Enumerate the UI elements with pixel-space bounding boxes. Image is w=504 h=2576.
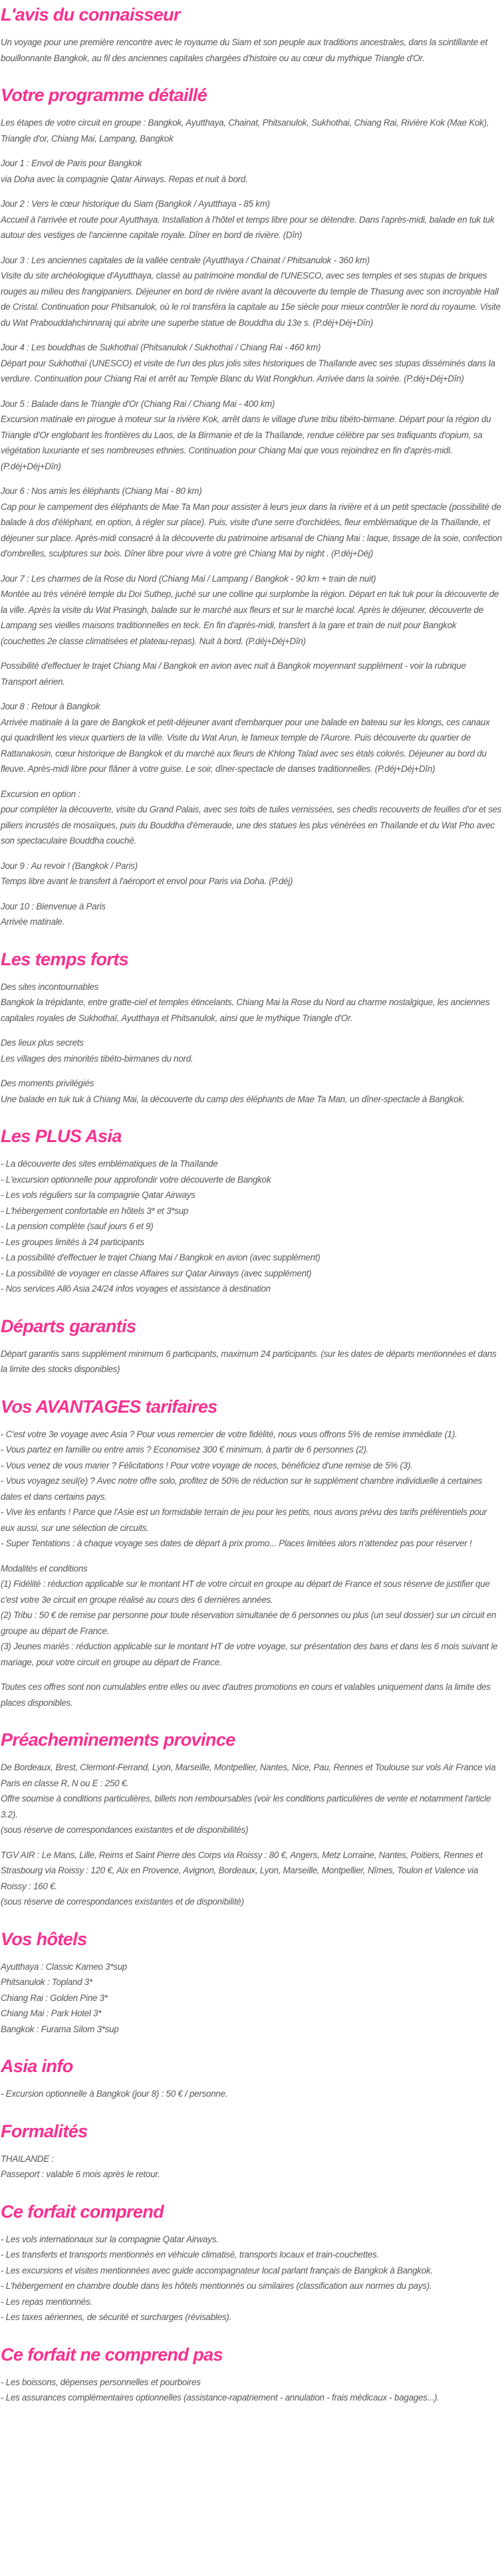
section-heading: Vos AVANTAGES tarifaires xyxy=(1,1396,217,1417)
paragraph xyxy=(1,1847,502,1910)
paragraph xyxy=(1,786,502,849)
paragraph-line: Une balade en tuk tuk à Chiang Mai, la découverte du camp des éléphants de Mae Ta Man, un dîner-spectacle à Bangkok. xyxy=(1,1094,465,1104)
paragraph-line: THAILANDE : xyxy=(1,2153,54,2164)
paragraph-line: (sous réserve de correspondances existantes et de disponibilités) xyxy=(1,1825,249,1835)
paragraph-line: - Les assurances complémentaires optionnelles (assistance-rapatriement - annulation - frais médicaux - bagages...). xyxy=(1,2393,440,2402)
paragraph-line: Offre soumise à conditions particulières, billets non remboursables (voir les conditions particulières de vente et notamment l'article 3.2). xyxy=(1,1794,491,1819)
paragraph-line: Temps libre avant le transfert à l'aéroport et envol pour Paris via Doha. (P.déj) xyxy=(1,876,293,886)
paragraph xyxy=(1,1156,502,1297)
paragraph xyxy=(1,1346,502,1377)
paragraph xyxy=(1,1959,502,2038)
paragraph xyxy=(1,2086,502,2102)
paragraph-line: Un voyage pour une première rencontre avec le royaume du Siam et son peuple aux traditions ancestrales, dans la scintillante et bouillonnante Bangkok, au fil des anciennes capitales chargées d'histoire ou au cœur du mythique Triangle d'Or. xyxy=(1,37,487,63)
content-root xyxy=(1,3,502,2406)
paragraph-line: - Les vols internationaux sur la compagnie Qatar Airways. xyxy=(1,2234,219,2244)
paragraph-line: Excursion en option : xyxy=(1,788,80,799)
paragraph-line: Phitsanulok : Topland 3* xyxy=(1,1977,92,1987)
content-section xyxy=(1,1928,502,2038)
paragraph-line: Arrivée matinale à la gare de Bangkok et petit-déjeuner avant d'embarquer pour une balade en bateau sur les klongs, ces canaux qui quadrillent les vieux quartiers de la ville. Visite du Wat Arun, le fameux temple de l'Aurore. Puis découverte du quartier de Rattanakosin, cœur historique de Bangkok et du marché aux fleurs de Khlong Talad avec ses étals colorés. Déjeuner au bord du fleuve. Après-midi libre pour flâner à votre guise. Le soir, dîner-spectacle de danses traditionnelles. (P.déj+Déj+Dîn) xyxy=(1,717,490,774)
paragraph-line: Départ pour Sukhothaï (UNESCO) et visite de l'un des plus jolis sites historiques de Thaïlande avec ses stupas disséminés dans la verdure. Continuation pour Chiang Rai et arrêt au Temple Blanc du Wat Rongkhun. Arrivée dans la soirée. (P.déj+Déj+Dîn) xyxy=(1,358,495,384)
paragraph-line: Des sites incontournables xyxy=(1,981,99,992)
section-heading: Asia info xyxy=(1,2056,73,2076)
section-heading: Départs garantis xyxy=(1,1316,136,1336)
paragraph-line: - Vous partez en famille ou entre amis ? Economisez 300 € minimum, à partir de 6 personnes (2). xyxy=(1,1445,369,1455)
paragraph-line: Cap pour le campement des éléphants de Mae Ta Man pour assister à leurs jeux dans la rivière et à un petit spectacle (possibilité de balade à dos d'éléphant, en option, à régler sur place). Puis, visite d'une serre d'orchidées, fleur emblématique de la Thaïlande, et déjeuner sur place. Après-midi consacré à la découverte du patrimoine artisanal de Chiang Mai : laque, tissage de la soie, confection d'ombrelles, sculptures sur bois. Dîner libre pour vivre à votre gré Chiang Mai by night . (P.déj+Déj) xyxy=(1,501,502,558)
paragraph-line: - Vous voyagez seul(e) ? Avec notre offre solo, profitez de 50% de réduction sur le supplément chambre individuelle à certaines dates et dans certains pays. xyxy=(1,1476,482,1502)
paragraph xyxy=(1,115,502,146)
paragraph-line: (sous réserve de correspondances existantes et de disponibilité) xyxy=(1,1897,244,1907)
paragraph-line: - Vous venez de vous marier ? Félicitations ! Pour votre voyage de noces, bénéficiez d'une remise de 5% (3). xyxy=(1,1460,413,1470)
paragraph-line: - Nos services Allô Asia 24/24 infos voyages et assistance à destination xyxy=(1,1284,271,1294)
paragraph xyxy=(1,571,502,649)
paragraph-line: Toutes ces offres sont non cumulables entre elles ou avec d'autres promotions en cours et valables uniquement dans la limite des places disponibles. xyxy=(1,1682,491,1708)
paragraph xyxy=(1,156,502,187)
paragraph-line: Modalités et conditions xyxy=(1,1563,88,1574)
paragraph xyxy=(1,196,502,243)
paragraph-line: - Les repas mentionnés. xyxy=(1,2296,92,2307)
paragraph xyxy=(1,2232,502,2325)
paragraph-line: Des moments privilégiés xyxy=(1,1078,94,1088)
content-section xyxy=(1,1728,502,1910)
paragraph-line: Possibilité d'effectuer le trajet Chiang Mai / Bangkok en avion avec nuit à Bangkok moyennant supplément - voir la rubrique Transport aérien. xyxy=(1,661,466,687)
content-section xyxy=(1,3,502,66)
paragraph-line: - Les taxes aériennes, de sécurité et surcharges (révisables). xyxy=(1,2312,231,2322)
paragraph-line: Jour 9 : Au revoir ! (Bangkok / Paris) xyxy=(1,860,138,871)
paragraph-line: - La possibilité de voyager en classe Affaires sur Qatar Airways (avec supplément) xyxy=(1,1268,312,1278)
paragraph xyxy=(1,483,502,562)
paragraph-line: Ayutthaya : Classic Kameo 3*sup xyxy=(1,1961,128,1972)
paragraph-line: Chiang Mai : Park Hotel 3* xyxy=(1,2008,102,2018)
paragraph-line: Jour 5 : Balade dans le Triangle d'Or (Chiang Rai / Chiang Mai - 400 km) xyxy=(1,398,275,409)
paragraph-line: Jour 1 : Envol de Paris pour Bangkok xyxy=(1,158,142,168)
paragraph-line: - Les boissons, dépenses personnelles et pourboires xyxy=(1,2377,201,2387)
section-heading: Les temps forts xyxy=(1,949,129,969)
paragraph xyxy=(1,2151,502,2182)
paragraph-line: - L'hébergement en chambre double dans les hôtels mentionnés ou similaires (classification aux normes du pays). xyxy=(1,2281,432,2291)
content-section xyxy=(1,84,502,930)
paragraph-line: Chiang Rai : Golden Pine 3* xyxy=(1,1992,108,2003)
paragraph-line: Jour 6 : Nos amis les éléphants (Chiang Mai - 80 km) xyxy=(1,486,202,496)
paragraph-line: Visite du site archéologique d'Ayutthaya, classé au patrimoine mondial de l'UNESCO, avec ses temples et ses stupas de briques rouges au milieu des frangipaniers. Déjeuner en bord de rivière avant la découverte du temple de Thasung avec son incroyable Hall de Cristal. Continuation pour Phitsanulok, où le roi transféra la capitale au 15e siècle pour mieux contrôler le nord du royaume. Visite du Wat Prabouddahchinnaraj qui abrite une superbe statue de Bouddha du 13e s. (P.déj+Déj+Dîn) xyxy=(1,271,501,328)
paragraph-line: Arrivée matinale. xyxy=(1,917,65,927)
paragraph-line: (3) Jeunes mariés : réduction applicable sur le montant HT de votre voyage, sur présentation des bans et dans les 6 mois suivant le mariage, pour votre circuit en groupe au départ de France. xyxy=(1,1641,498,1667)
content-section xyxy=(1,1395,502,1711)
paragraph-line: TGV AIR : Le Mans, Lille, Reims et Saint Pierre des Corps via Roissy : 80 €, Angers, Metz Lorraine, Nantes, Poitiers, Rennes et Strasbourg via Roissy : 120 €, Aix en Provence, Avignon, Bordeaux, Lyon, Marseille, Montpellier, Nîmes, Toulon et Valence via Roissy : 160 €. xyxy=(1,1849,483,1891)
paragraph xyxy=(1,858,502,889)
paragraph-line: - Les excursions et visites mentionnées avec guide accompagnateur local parlant français de Bangkok à Bangkok. xyxy=(1,2265,433,2276)
paragraph-line: Excursion matinale en pirogue à moteur sur la rivière Kok, arrêt dans le village d'une tribu tibéto-birmane. Départ pour la région du Triangle d'Or englobant les frontières du Laos, de la Birmanie et de la Thaïlande, rendue célèbre par ses trafiquants d'opium, sa végétation luxuriante et ses nombreuses ethnies. Continuation pour Chiang Mai que vous rejoindrez en fin d'après-midi. (P.déj+Déj+Dîn) xyxy=(1,414,491,471)
paragraph-line: Passeport : valable 6 mois après le retour. xyxy=(1,2169,160,2179)
content-section xyxy=(1,948,502,1108)
paragraph-line: Jour 7 : Les charmes de la Rose du Nord (Chiang Mai / Lampang / Bangkok - 90 km + train de nuit) xyxy=(1,573,376,584)
paragraph-line: - Vive les enfants ! Parce que l'Asie est un formidable terrain de jeu pour les petits, nous avons prévu des tarifs préférentiels pour eux aussi, sur une sélection de circuits. xyxy=(1,1507,487,1533)
section-heading: Préacheminements province xyxy=(1,1730,235,1750)
paragraph xyxy=(1,899,502,930)
paragraph-line: Jour 2 : Vers le cœur historique du Siam (Bangkok / Ayutthaya - 85 km) xyxy=(1,199,270,209)
paragraph-line: - Les transferts et transports mentionnés en véhicule climatisé, transports locaux et train-couchettes. xyxy=(1,2250,379,2260)
paragraph-line: Bangkok : Furama Silom 3*sup xyxy=(1,2024,119,2034)
paragraph-line: - La pension complète (sauf jours 6 et 9) xyxy=(1,1221,154,1231)
paragraph-line: Bangkok la trépidante, entre gratte-ciel et temples étincelants, Chiang Mai la Rose du Nord au charme nostalgique, les anciennes capitales royales de Sukhothaï, Ayutthaya et Phitsanulok, ainsi que le mythique Triangle d'Or. xyxy=(1,997,490,1023)
paragraph xyxy=(1,1561,502,1671)
paragraph-line: - L'hébergement confortable en hôtels 3* et 3*sup xyxy=(1,1205,189,1216)
paragraph xyxy=(1,658,502,689)
paragraph xyxy=(1,699,502,777)
section-heading: Les PLUS Asia xyxy=(1,1126,122,1146)
paragraph-line: - C'est votre 3e voyage avec Asia ? Pour vous remercier de votre fidélité, nous vous offrons 5% de remise immédiate (1). xyxy=(1,1429,457,1439)
section-heading: Ce forfait comprend xyxy=(1,2201,164,2222)
paragraph-line: (2) Tribu : 50 € de remise par personne pour toute réservation simultanée de 6 personnes ou plus (un seul dossier) sur un circuit en groupe au départ de France. xyxy=(1,1610,497,1636)
paragraph-line: - Les vols réguliers sur la compagnie Qatar Airways xyxy=(1,1190,195,1200)
paragraph-line: Montée au très vénéré temple du Doi Suthep, juché sur une colline qui surplombe la région. Départ en tuk tuk pour la découverte de la ville. Après la visite du Wat Prasingh, balade sur le marché aux fleurs et sur le marché local. Après le déjeuner, découverte de Lampang ses vieilles maisons traditionnelles en teck. En fin d'après-midi, transfert à la gare et train de nuit pour Bangkok (couchettes 2e classe climatisées et plateau-repas). Nuit à bord. (P.déj+Déj+Dîn) xyxy=(1,589,499,646)
paragraph-line: Les étapes de votre circuit en groupe : Bangkok, Ayutthaya, Chainat, Phitsanulok, Sukhothai, Chiang Rai, Rivière Kok (Mae Kok), Triangle d'or, Chiang Mai, Lampang, Bangkok xyxy=(1,118,489,144)
paragraph-line: Des lieux plus secrets xyxy=(1,1038,84,1048)
paragraph-line: - La découverte des sites emblématiques de la Thaïlande xyxy=(1,1159,218,1169)
content-section xyxy=(1,2120,502,2182)
paragraph xyxy=(1,1427,502,1552)
content-section xyxy=(1,1125,502,1297)
paragraph-line: Jour 4 : Les bouddhas de Sukhothaï (Phitsanulok / Sukhothaï / Chiang Rai - 460 km) xyxy=(1,342,321,352)
paragraph-line: via Doha avec la compagnie Qatar Airways. Repas et nuit à bord. xyxy=(1,174,248,184)
section-heading: L'avis du connaisseur xyxy=(1,5,180,25)
paragraph xyxy=(1,1760,502,1838)
paragraph xyxy=(1,396,502,475)
paragraph-line: pour compléter la découverte, visite du Grand Palais, avec ses toits de tuiles vernissées, ses chedis recouverts de feuilles d'or et ses piliers incrustés de mosaïques, puis du Bouddha d'émeraude, une des statues les plus vénérées en Thaïlande et du Wat Pho avec son spectaculaire Bouddha couché. xyxy=(1,804,502,846)
paragraph-line: - Excursion optionnelle à Bangkok (jour 8) : 50 € / personne. xyxy=(1,2089,228,2099)
paragraph xyxy=(1,253,502,331)
paragraph xyxy=(1,35,502,66)
content-section xyxy=(1,2055,502,2102)
paragraph-line: Départ garantis sans supplément minimum 6 participants, maximum 24 participants. (sur les dates de départs mentionnées et dans la limite des stocks disponibles) xyxy=(1,1348,497,1374)
section-heading: Votre programme détaillé xyxy=(1,85,207,105)
paragraph xyxy=(1,340,502,387)
paragraph-line: Jour 8 : Retour à Bangkok xyxy=(1,701,100,711)
paragraph xyxy=(1,2375,502,2406)
paragraph-line: Jour 3 : Les anciennes capitales de la vallée centrale (Ayutthaya / Chainat / Phitsanulok - 360 km) xyxy=(1,255,370,265)
section-heading: Vos hôtels xyxy=(1,1929,87,1949)
paragraph-line: Accueil à l'arrivée et route pour Ayutthaya. Installation à l'hôtel et temps libre pour se détendre. Dans l'après-midi, balade en tuk tuk autour des vestiges de l'ancienne capitale royale. Dîner en bord de rivière. (Dîn) xyxy=(1,214,495,240)
section-heading: Formalités xyxy=(1,2121,88,2141)
paragraph-line: - Les groupes limités à 24 participants xyxy=(1,1236,144,1247)
paragraph-line: Jour 10 : Bienvenue à Paris xyxy=(1,901,106,911)
paragraph-line: De Bordeaux, Brest, Clermont-Ferrand, Lyon, Marseille, Montpellier, Nantes, Nice, Pau, Rennes et Toulouse sur vols Air France via Paris en classe R, N ou E : 250 €. xyxy=(1,1762,496,1788)
paragraph-line: - L'excursion optionnelle pour approfondir votre découverte de Bangkok xyxy=(1,1174,271,1185)
paragraph-line: (1) Fidélité : réduction applicable sur le montant HT de votre circuit en groupe au départ de France et sous réserve de justifier que c'est votre 3e circuit en groupe réalisé au cours des 6 dernières années. xyxy=(1,1579,490,1605)
section-heading: Ce forfait ne comprend pas xyxy=(1,2344,223,2365)
paragraph-line: - Super Tentations : à chaque voyage ses dates de départ à prix promo... Places limitées alors n'attendez pas pour réserver ! xyxy=(1,1538,472,1548)
paragraph xyxy=(1,979,502,1026)
paragraph xyxy=(1,1679,502,1710)
paragraph-line: - La possibilité d'effectuer le trajet Chiang Mai / Bangkok en avion (avec supplément) xyxy=(1,1252,320,1262)
paragraph-line: Les villages des minorités tibéto-birmanes du nord. xyxy=(1,1053,193,1064)
content-section xyxy=(1,2200,502,2325)
content-section xyxy=(1,2343,502,2406)
paragraph xyxy=(1,1035,502,1066)
content-section xyxy=(1,1315,502,1377)
paragraph xyxy=(1,1076,502,1107)
